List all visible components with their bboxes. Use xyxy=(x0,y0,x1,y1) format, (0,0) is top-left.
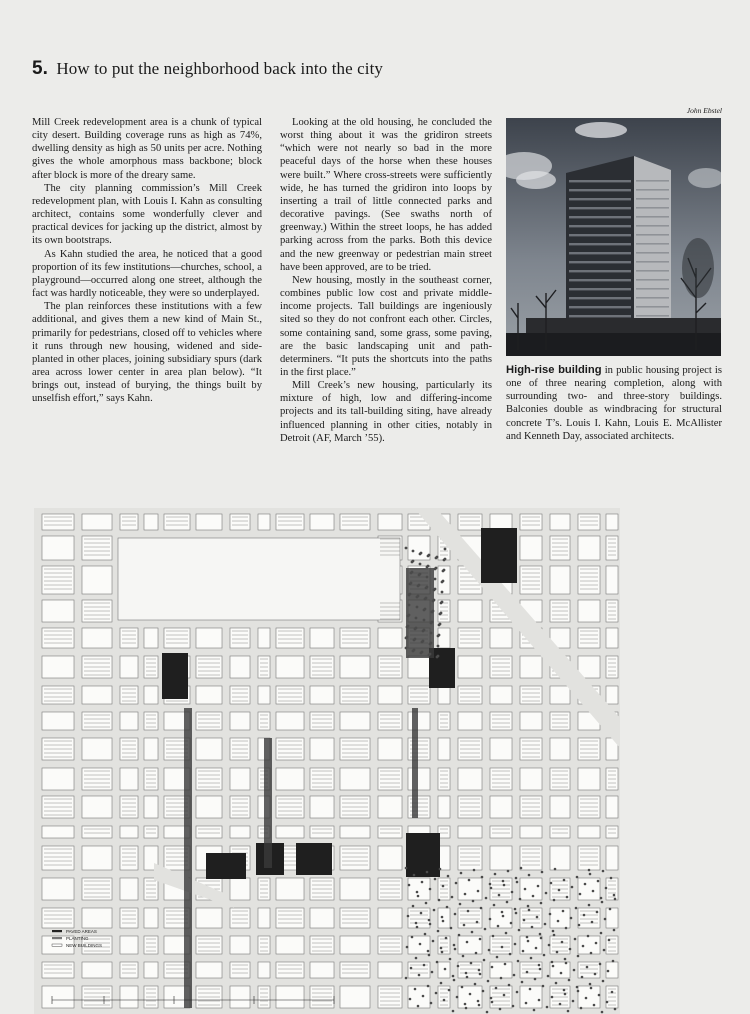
photo-credit: John Ebstel xyxy=(686,106,722,115)
paragraph: Mill Creek redevelopment area is a chunk of typical city desert. Building coverage runs as high as 74%, dwelling density as high as 50 units per acre. Nothing gives the whole amorphous mass backbone; block after block is more of the dreary same. xyxy=(32,117,262,181)
caption-lead: High-rise building xyxy=(506,364,602,376)
area-plan-drawing xyxy=(34,508,620,1014)
section-heading xyxy=(32,58,722,80)
paragraph: New housing, mostly in the southeast corner, combines public low cost and private middle-income projects. Tall buildings are ingeniously sited so they do not confront each other. Circles, some containing sand, some grass, some paving, are the basic landscaping unit and path-determiners. “It puts the shortcuts into the paths in the first place.” xyxy=(280,274,492,378)
paragraph: The city planning commission’s Mill Creek redevelopment plan, with Louis I. Kahn as consulting architect, contains some wonderfully clever and practical devices for jacking up the district, almost by its own bootstraps. xyxy=(32,182,262,247)
caption-text: in public housing project is one of three nearing completion, along with surrounding two- and three-story buildings. Balconies double as windbracing for structural concrete T’s. Louis I. Kahn, Louis E. McAllister and Kenneth Day, associated architects. xyxy=(506,365,722,442)
high-rise-photo xyxy=(506,118,721,356)
text-column-1 xyxy=(32,116,262,405)
area-plan-map xyxy=(34,508,620,1014)
legend-new-buildings: NEW BUILDINGS xyxy=(66,943,103,948)
paragraph: The plan reinforces these institutions with a few additional, and gives them a new kind of Main St., primarily for pedestrians, closed off to vehicles where it runs through new housing, widened and side-planted in other places, joining subsidiary spurs (dark area across lower center in area plan below). “It brings out, instead of burying, the things built by unselfish effort,” says Kahn. xyxy=(32,301,262,405)
text-column-2 xyxy=(280,116,492,445)
paragraph: Mill Creek’s new housing, particularly its mixture of high, low and differing-income projects and its tall-building siting, have already influenced planning in other cities, notably in Detroit (AF, March ’55). xyxy=(280,380,492,444)
paragraph: As Kahn studied the area, he noticed that a good proportion of its few institutions—churches, school, a playground—occurred along one street, although the fact was hardly noticeable, they were so underplayed. xyxy=(32,248,262,300)
paragraph: Looking at the old housing, he concluded the worst thing about it was the gridiron streets “which were not nearly so bad in the more peaceful days of the horse when these houses were built.” Where cross-streets were sufficiently wide, he has turned the gridiron into loops by inserting a trail of little connected parks and decorative pavings. (See swaths north of greenway.) Within the street loops, he has added parking across from the parks. Both this device and the new greenway or pedestrian main street have been approved, are to be tried. xyxy=(280,117,492,273)
legend-planting: PLANTING xyxy=(66,936,89,941)
photo-caption xyxy=(506,364,722,443)
section-title: How to put the neighborhood back into the city xyxy=(56,59,384,78)
section-number: 5. xyxy=(32,58,49,79)
legend-paved: PAVED AREAS xyxy=(66,929,97,934)
building-photo-illustration xyxy=(506,118,721,356)
